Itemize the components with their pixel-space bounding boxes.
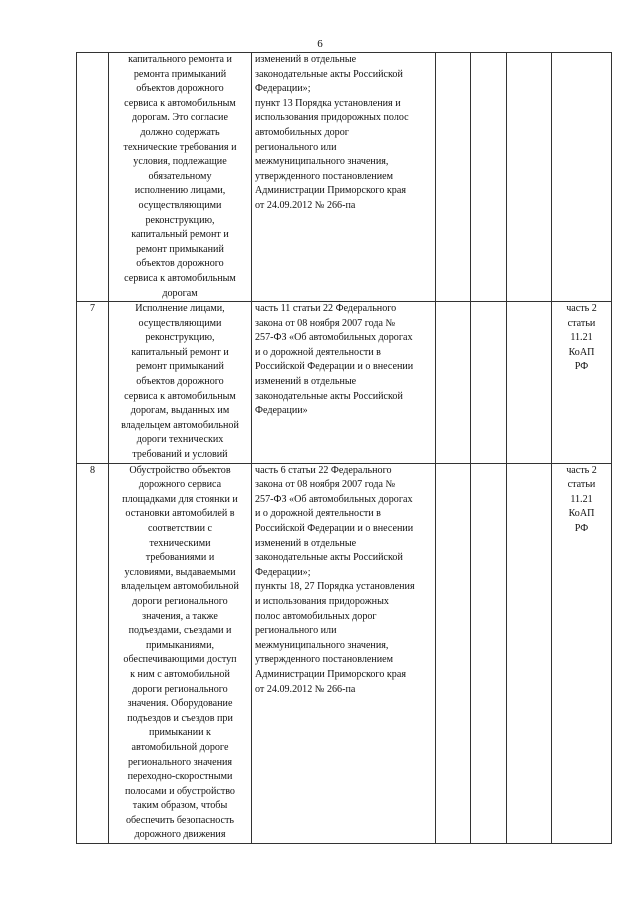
liability-cell: часть 2 статьи 11.21 КоАП РФ xyxy=(552,463,612,843)
table-row xyxy=(77,53,612,302)
empty-cell xyxy=(507,463,552,843)
row-number: 8 xyxy=(77,463,109,843)
legal-basis-cell: изменений в отдельные законодательные акты Российской Федерации»; пункт 13 Порядка установления и использования придорожных полос автомобильных дорог регионального или межмуниципального значения, утвержденного постановлением Администрации Приморского края от 24.09.2012 № 266-па xyxy=(252,53,436,302)
table-row xyxy=(77,302,612,464)
legal-basis-cell: часть 6 статьи 22 Федерального закона от 08 ноября 2007 года № 257-ФЗ «Об автомобильных дорогах и о дорожной деятельности в Российской Федерации и о внесении изменений в отдельные законодательные акты Российской Федерации»; пункты 18, 27 Порядка установления и использования придорожных полос автомобильных дорог регионального или межмуниципального значения, утвержденного постановлением Администрации Приморского края от 24.09.2012 № 266-па xyxy=(252,463,436,843)
empty-cell xyxy=(471,53,507,302)
empty-cell xyxy=(471,302,507,464)
page-number: 6 xyxy=(317,38,323,50)
requirement-cell: Исполнение лицами, осуществляющими реконструкцию, капитальный ремонт и ремонт примыканий объектов дорожного сервиса к автомобильным дорогам, выданных им владельцем автомобильной дороги технических требований и условий xyxy=(109,302,252,464)
requirement-cell: капитального ремонта и ремонта примыканий объектов дорожного сервиса к автомобильным дорогам. Это согласие должно содержать технические требования и условия, подлежащие обязательному исполнению лицами, осуществляющими реконструкцию, капитальный ремонт и ремонт примыканий объектов дорожного сервиса к автомобильным дорогам xyxy=(109,53,252,302)
legal-basis-cell: часть 11 статьи 22 Федерального закона от 08 ноября 2007 года № 257-ФЗ «Об автомобильных дорогах и о дорожной деятельности в Российской Федерации и о внесении изменений в отдельные законодательные акты Российской Федерации» xyxy=(252,302,436,464)
liability-cell: часть 2 статьи 11.21 КоАП РФ xyxy=(552,302,612,464)
row-number: 7 xyxy=(77,302,109,464)
empty-cell xyxy=(507,302,552,464)
liability-cell xyxy=(552,53,612,302)
requirement-cell: Обустройство объектов дорожного сервиса площадками для стоянки и остановки автомобилей в соответствии с техническими требованиями и условиями, выдаваемыми владельцем автомобильной дороги регионального значения, а также подъездами, съездами и примыканиями, обеспечивающими доступ к ним с автомобильной дороги регионального значения. Оборудование подъездов и съездов при примыкании к автомобильной дороге регионального значения переходно-скоростными полосами и обустройство таким образом, чтобы обеспечить безопасность дорожного движения xyxy=(109,463,252,843)
empty-cell xyxy=(471,463,507,843)
empty-cell xyxy=(436,463,471,843)
row-number xyxy=(77,53,109,302)
empty-cell xyxy=(507,53,552,302)
table-row xyxy=(77,463,612,843)
empty-cell xyxy=(436,53,471,302)
empty-cell xyxy=(436,302,471,464)
requirements-table xyxy=(76,52,612,844)
